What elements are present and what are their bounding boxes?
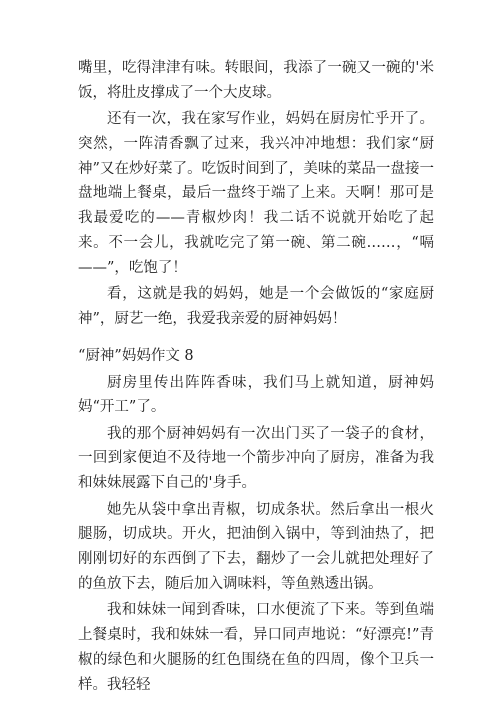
document-page bbox=[78, 56, 434, 699]
paragraph: 我和妹妹一闻到香味，口水便流了下来。等到鱼端上餐桌时，我和妹妹一看，异口同声地说：“好漂亮!”青椒的绿色和火腿肠的红色围绕在鱼的四周，像个卫兵一样。我轻轻 bbox=[78, 602, 434, 693]
paragraph: 还有一次，我在家写作业，妈妈在厨房忙乎开了。突然，一阵清香飘了过来，我兴冲冲地想：我们家“厨神”又在炒好菜了。吃饭时间到了，美味的菜品一盘接一盘地端上餐桌，最后一盘终于端了上来。天啊！那可是我最爱吃的——青椒炒肉！我二话不说就开始吃了起来。不一会儿，我就吃完了第一碗、第二碗……，“嗝——”，吃饱了！ bbox=[78, 111, 434, 276]
paragraph: 她先从袋中拿出青椒，切成条状。然后拿出一根火腿肠，切成块。开火，把油倒入锅中，等到油热了，把刚刚切好的东西倒了下去，翻炒了一会儿就把处理好了的鱼放下去，随后加入调味料，等鱼熟透出锅。 bbox=[78, 501, 434, 592]
paragraph: 我的那个厨神妈妈有一次出门买了一袋子的食材，一回到家便迫不及待地一个箭步冲向了厨房，准备为我和妹妹展露下自己的'身手。 bbox=[78, 425, 434, 492]
paragraph: 看，这就是我的妈妈，她是一个会做饭的“家庭厨神”，厨艺一绝，我爱我亲爱的厨神妈妈！ bbox=[78, 286, 434, 327]
paragraph: 厨房里传出阵阵香味，我们马上就知道，厨神妈妈“开工”了。 bbox=[78, 374, 434, 416]
paragraph: 嘴里，吃得津津有味。转眼间，我添了一碗又一碗的'米饭，将肚皮撑成了一个大皮球。 bbox=[78, 60, 434, 101]
section-title: “厨神”妈妈作文 8 bbox=[78, 348, 194, 365]
